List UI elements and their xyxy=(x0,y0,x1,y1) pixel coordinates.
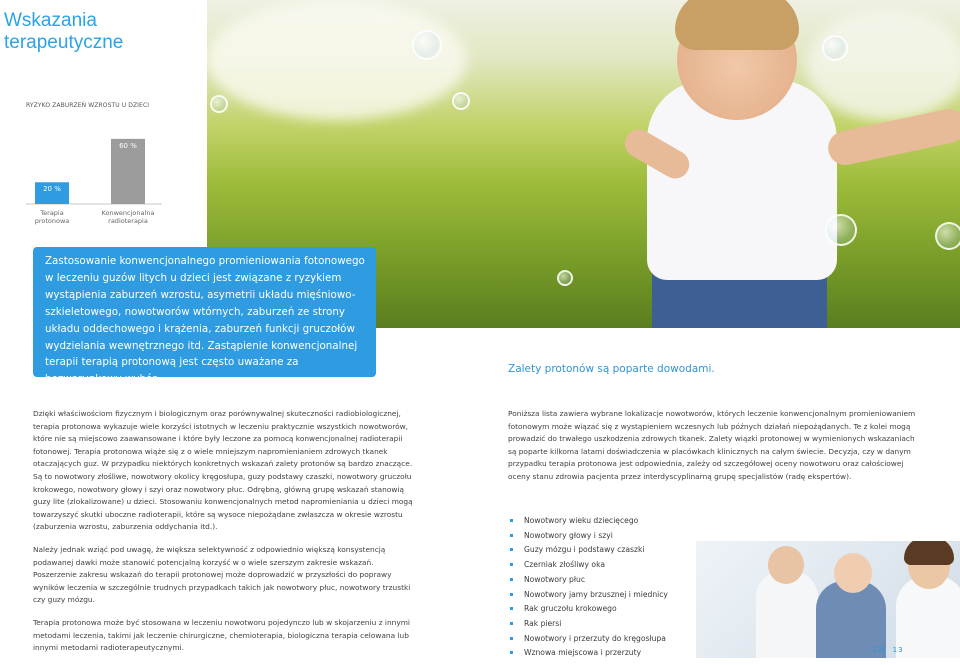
list-item-label: Nowotwory wieku dziecięcego xyxy=(524,516,639,525)
bar-value-label: 60 % xyxy=(119,141,137,150)
list-item xyxy=(508,646,688,661)
paragraph: Poniższa lista zawiera wybrane lokalizacje nowotworów, których leczenie konwencjonalnym promieniowaniem fotonowym może wiązać się z wystąpieniem wczesnych lub późnych działań niepożądanych. Te z kolei mogą prowadzić do trwałego uszkodzenia zdrowych tkanek. Zalety wiązki protonowej w wymienionych wskazaniach są poparte kilkoma latami doświadczenia w placówkach klinicznych na całym świecie. Decyzja, czy w danym przypadku terapia protonowa jest odpowiednia, zależy od szczegółowej oceny nowotworu oraz całościowej oceny stanu zdrowia pacjenta przez interdyscyplinarną grupę specjalistów (radę ekspertów). xyxy=(508,409,916,481)
list-item xyxy=(508,617,688,632)
list-item-label: Nowotwory i przerzuty do kręgosłupa xyxy=(524,633,666,643)
list-item-label: Rak piersi xyxy=(524,618,562,628)
bullet-icon xyxy=(510,651,513,654)
child-patient-face xyxy=(834,553,872,593)
soap-bubble xyxy=(412,30,442,60)
bullet-icon xyxy=(510,637,513,640)
soap-bubble xyxy=(452,92,470,110)
growth-risk-chart xyxy=(22,98,202,238)
list-item-label: Wznowa miejscowa i przerzuty xyxy=(524,648,642,658)
chart-title: RYZYKO ZABURZEŃ WZROSTU U DZIECI xyxy=(26,102,150,109)
bullet-icon xyxy=(510,622,513,625)
bar-value-label: 20 % xyxy=(43,185,61,194)
paragraph: Terapia protonowa może być stosowana w leczeniu nowotworu pojedynczo lub w skojarzeniu z innymi metodami leczenia, takimi jak leczenie chirurgiczne, chemioterapia, biologiczna terapia celowana lub innymi metodami radioterapeutycznymi. xyxy=(33,617,410,653)
page-divider xyxy=(883,645,884,654)
soap-bubble xyxy=(935,222,960,250)
soap-bubble xyxy=(557,270,573,286)
doctor-figure xyxy=(756,571,818,658)
evidence-subheading: Zalety protonów są poparte dowodami. xyxy=(508,363,715,375)
highlight-text: Zastosowanie konwencjonalnego promieniowania fotonowego w leczeniu guzów litych u dzieci jest związane z ryzykiem wystąpienia zaburzeń wzrostu, asymetrii układu mięśniowo-szkieletowego, nowotworów wtórnych, zaburzeń ze strony układu oddechowego i krążenia, zaburzeń funkcji gruczołów wydzielania wewnętrznego itd. Zastąpienie konwencjonalnej terapii terapią protonową jest często uważane za bezwarunkowy wybór. xyxy=(45,255,365,386)
list-item-label: Nowotwory głowy i szyi xyxy=(524,530,613,540)
list-item-label: Nowotwory płuc xyxy=(524,574,586,584)
list-item-label: Guzy mózgu i podstawy czaszki xyxy=(524,545,645,555)
category-label: Terapia protonowa xyxy=(34,209,70,225)
paragraph: Dzięki właściwościom fizycznym i biologicznym oraz porównywalnej skuteczności radiobiologicznej, terapia protonowa wykazuje wiele korzyści istotnych w leczeniu praktycznie wszystkich nowotworów, które nie są miejscowo zaawansowane i które były leczone za pomocą konwencjonalnej radioterapii fotonowej. Terapia protonowa wiąże się z o wiele mniejszym napromienianiem zdrowych tkanek otaczających guz. W przypadku niektórych konkretnych wskazań zalety protonów są bardzo znaczące. Są to nowotwory złośliwe, nowotwory okolicy kręgosłupa, guzy podstawy czaszki, nowotwory gruczołu krokowego, nowotwory głowy i szyi oraz nowotwory płuc. Odrębną, główną grupę wskazań stanowią guzy lite (zlokalizowane) u dzieci. Stosowaniu konwencjonalnych metod napromieniania u dzieci mogą towarzyszyć skutki uboczne radioterapii, które są wysoce niepożądane zwłaszcza w okresie wzrostu (zaburzenia wzrostu, zaburzenia oddychania itd.). xyxy=(33,409,413,532)
list-item xyxy=(508,529,688,544)
list-item xyxy=(508,558,688,573)
bullet-icon xyxy=(510,519,513,522)
list-item xyxy=(508,632,688,647)
highlight-box xyxy=(33,247,376,386)
child-hair xyxy=(675,0,799,50)
bullet-icon xyxy=(510,534,513,537)
page-number-left: 12 xyxy=(872,646,883,654)
bullet-icon xyxy=(510,593,513,596)
page-numbers xyxy=(872,646,904,654)
nurse-hair xyxy=(904,541,954,565)
list-item-label: Rak gruczołu krokowego xyxy=(524,604,617,614)
bullet-icon xyxy=(510,578,513,581)
bokeh-light xyxy=(807,10,960,120)
list-item xyxy=(508,602,688,617)
bullet-icon xyxy=(510,563,513,566)
list-item xyxy=(508,573,688,588)
doctor-face xyxy=(768,546,804,584)
list-item xyxy=(508,588,688,603)
category-label: Konwencjonalna radioterapia xyxy=(101,209,155,225)
doctor-patient-photo xyxy=(696,541,960,658)
soap-bubble xyxy=(825,214,857,246)
indications-list xyxy=(508,514,688,661)
bullet-icon xyxy=(510,548,513,551)
list-item xyxy=(508,514,688,529)
list-item-label: Czerniak złośliwy oka xyxy=(524,560,605,570)
page-title: Wskazania terapeutyczne xyxy=(4,10,124,53)
soap-bubble xyxy=(822,35,848,61)
right-text-column xyxy=(508,408,923,484)
left-text-column xyxy=(33,408,418,665)
bullet-icon xyxy=(510,607,513,610)
bokeh-light xyxy=(207,0,467,120)
list-item-label: Nowotwory jamy brzusznej i miednicy xyxy=(524,589,668,599)
page-number-right: 13 xyxy=(892,646,904,654)
paragraph: Należy jednak wziąć pod uwagę, że większa selektywność z odpowiednio większą konsystencją podawanej dawki może stanowić potencjalną korzyść w o wiele szerszym zakresie wskazań. Poszerzenie zakresu wskazań do terapii protonowej może doprowadzić w przyszłości do poprawy wyników leczenia w szczególnie trudnych przypadkach takich jak nowotwory płuc, nowotwory trzustki czy guzy mózgu. xyxy=(33,544,411,605)
soap-bubble xyxy=(210,95,228,113)
list-item xyxy=(508,543,688,558)
